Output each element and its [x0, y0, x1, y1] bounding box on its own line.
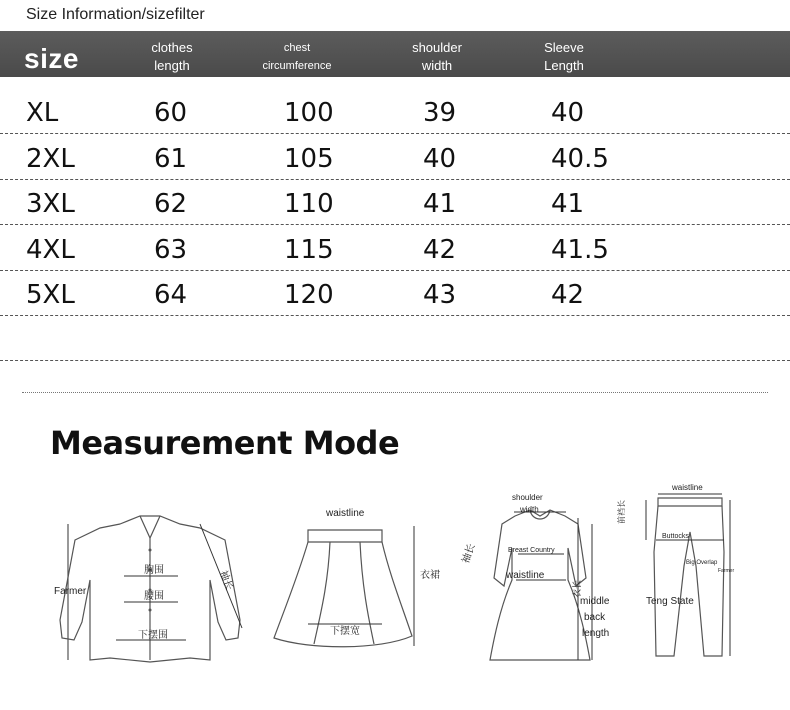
table-row: [0, 181, 790, 225]
cell-shoulder-width: 39: [423, 98, 457, 128]
table-row: [0, 227, 790, 271]
cell-clothes-length: 63: [154, 235, 188, 265]
column-header-chest-circumference: chest circumference: [262, 42, 332, 72]
cell-clothes-length: 61: [154, 144, 188, 174]
column-header-sleeve-length: Sleeve Length: [544, 40, 584, 73]
page-title: Size Information/sizefilter: [26, 6, 205, 23]
pants-big-overlap-label: Big Overlap: [686, 560, 718, 566]
cell-size: 2XL: [26, 144, 75, 174]
pants-diagram: [617, 480, 746, 660]
shirt-sleeve-label: 袖长: [217, 569, 235, 592]
pants-farmer-label: Farmer: [718, 568, 735, 574]
column-header-size: size: [24, 43, 79, 74]
cell-size: 4XL: [26, 235, 75, 265]
cell-clothes-length: 60: [154, 98, 188, 128]
cell-size: 5XL: [26, 280, 75, 310]
table-row: [0, 136, 790, 180]
shirt-hem-label: 下摆围: [138, 630, 168, 641]
dress-length-cn-label: 衣长: [572, 579, 582, 598]
section-divider: [22, 392, 768, 393]
pants-teng-state-label: Teng State: [646, 596, 694, 607]
dress-waistline-label: waistline: [506, 570, 545, 581]
dress-diagram: [460, 488, 630, 668]
pants-buttocks-label: Buttocks: [662, 533, 689, 540]
dress-width-label: width: [520, 505, 539, 514]
cell-sleeve-length: 41: [551, 189, 585, 219]
table-row: [0, 90, 790, 134]
cell-shoulder-width: 41: [423, 189, 457, 219]
dress-back-label: back: [584, 612, 606, 623]
cell-chest-circumference: 115: [284, 235, 334, 265]
cell-chest-circumference: 110: [284, 189, 334, 219]
table-row: [0, 272, 790, 316]
cell-shoulder-width: 43: [423, 280, 457, 310]
cell-shoulder-width: 42: [423, 235, 457, 265]
cell-chest-circumference: 100: [284, 98, 334, 128]
dress-shoulder-label: shoulder: [512, 493, 543, 502]
shirt-farmer-label: Farmer: [54, 586, 87, 597]
skirt-waistline-label: waistline: [326, 508, 365, 519]
dress-sleeve-label: 袖长: [460, 542, 478, 566]
cell-shoulder-width: 40: [423, 144, 457, 174]
pants-front-rise-label: 前裆长: [617, 500, 626, 524]
dress-breast-label: Breast Country: [508, 547, 555, 554]
skirt-diagram: [270, 506, 440, 656]
dress-length-label: length: [582, 628, 610, 639]
cell-clothes-length: 64: [154, 280, 188, 310]
size-table-header: [0, 31, 790, 77]
cell-sleeve-length: 42: [551, 280, 585, 310]
shirt-chest-label: 胸围: [144, 565, 164, 576]
skirt-length-label: 衣裙: [420, 570, 440, 581]
cell-size: XL: [26, 98, 59, 128]
dress-middle-label: middle: [580, 596, 610, 607]
table-row-empty: [0, 317, 790, 361]
pants-waistline-label: waistline: [672, 483, 703, 492]
cell-clothes-length: 62: [154, 189, 188, 219]
column-header-shoulder-width: shoulder width: [412, 40, 462, 73]
skirt-hem-width-label: 下摆宽: [330, 626, 360, 637]
cell-sleeve-length: 40.5: [551, 144, 609, 174]
cell-chest-circumference: 105: [284, 144, 334, 174]
measurement-mode-title: Measurement Mode: [50, 424, 400, 462]
cell-size: 3XL: [26, 189, 75, 219]
cell-chest-circumference: 120: [284, 280, 334, 310]
cell-sleeve-length: 40: [551, 98, 585, 128]
column-header-clothes-length: clothes length: [151, 40, 193, 73]
shirt-waist-label: 腰围: [144, 591, 164, 602]
shirt-diagram: [50, 510, 250, 670]
cell-sleeve-length: 41.5: [551, 235, 609, 265]
